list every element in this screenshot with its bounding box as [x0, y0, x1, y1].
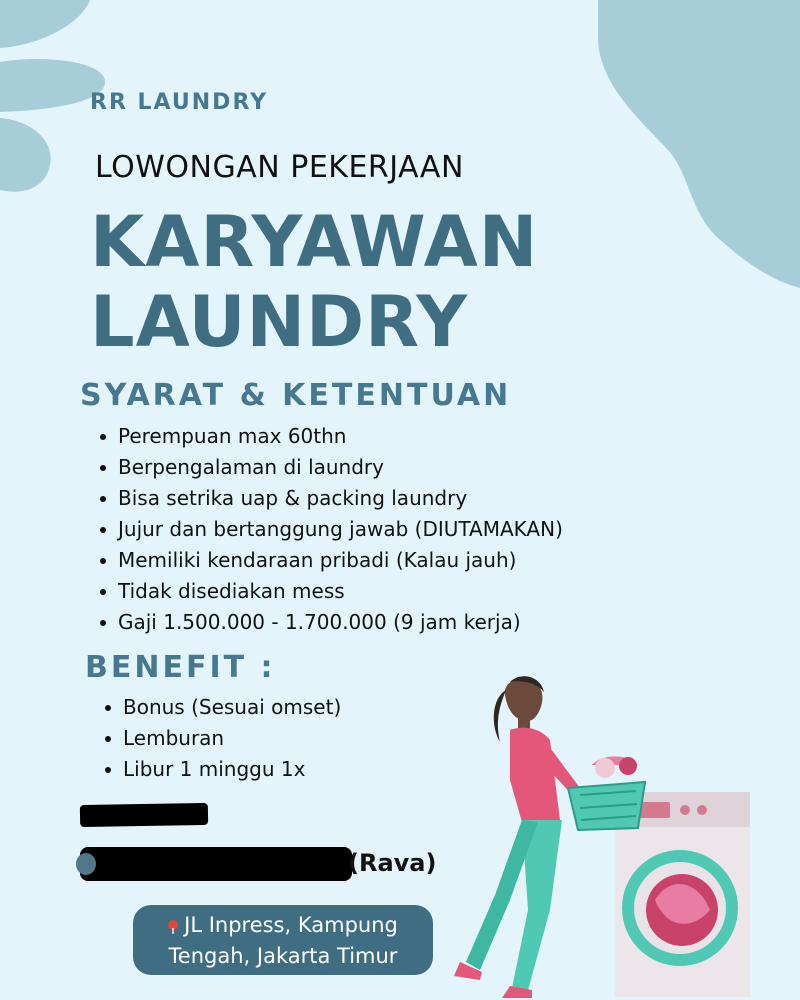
list-item: Bonus (Sesuai omset) — [101, 692, 341, 723]
job-subtitle: LOWONGAN PEKERJAAN — [95, 150, 464, 185]
list-item: Gaji 1.500.000 - 1.700.000 (9 jam kerja) — [96, 607, 563, 638]
list-item: Berpengalaman di laundry — [96, 452, 563, 483]
headline-line-2: LAUNDRY — [90, 281, 468, 363]
blob-left-lower — [0, 118, 51, 192]
list-item: Jujur dan bertanggung jawab (DIUTAMAKAN) — [96, 514, 563, 545]
list-item: Libur 1 minggu 1x — [101, 754, 341, 785]
redacted-label — [80, 803, 208, 827]
list-item: Tidak disediakan mess — [96, 576, 563, 607]
blob-top-right — [598, 0, 800, 288]
address-badge — [133, 905, 433, 975]
contact-name: (Rava) — [348, 849, 437, 877]
list-item: Bisa setrika uap & packing laundry — [96, 483, 563, 514]
requirements-title: SYARAT & KETENTUAN — [80, 378, 512, 413]
address-line-1 — [133, 910, 433, 941]
requirements-list — [96, 421, 563, 638]
benefits-list — [101, 692, 341, 785]
laundry-basket-icon — [568, 756, 645, 830]
brand-name: RR LAUNDRY — [90, 90, 269, 115]
location-pin-icon — [168, 920, 178, 932]
headline-line-1: KARYAWAN — [90, 201, 539, 283]
woman-figure — [454, 676, 605, 998]
list-item: Perempuan max 60thn — [96, 421, 563, 452]
benefits-title: BENEFIT : — [85, 650, 276, 685]
list-item: Lemburan — [101, 723, 341, 754]
blob-top-left — [0, 0, 90, 48]
address-line-2: Tengah, Jakarta Timur — [168, 944, 398, 968]
list-item: Memiliki kendaraan pribadi (Kalau jauh) — [96, 545, 563, 576]
job-headline — [90, 202, 538, 362]
redacted-phone — [80, 847, 352, 881]
laundry-woman-illustration — [440, 670, 780, 1000]
address-line-1-text: JL Inpress, Kampung — [184, 913, 398, 937]
